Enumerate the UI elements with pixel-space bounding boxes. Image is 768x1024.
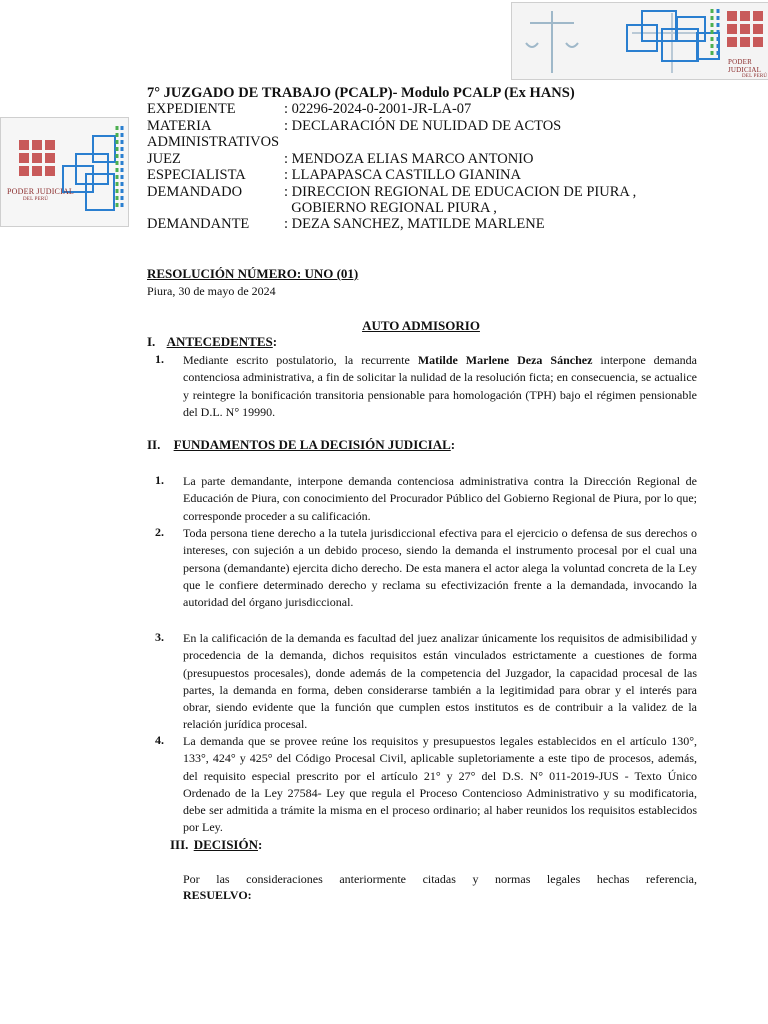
field-label-especialista: ESPECIALISTA — [147, 167, 246, 183]
field-value-materia: : DECLARACIÓN DE NULIDAD DE ACTOS — [284, 118, 562, 134]
resolution-date: Piura, 30 de mayo de 2024 — [147, 284, 276, 298]
fundamento-number: 3. — [155, 630, 164, 644]
resolution-title: RESOLUCIÓN NÚMERO: UNO (01) — [147, 266, 359, 281]
field-label-administrativos: ADMINISTRATIVOS — [147, 134, 280, 150]
field-value-demandado: : DIRECCION REGIONAL DE EDUCACION DE PIURA , — [284, 184, 637, 200]
logo-top-name: PODER JUDICIAL — [728, 58, 762, 74]
section-title: FUNDAMENTOS DE LA DECISIÓN JUDICIAL — [173, 437, 451, 452]
auto-admisorio-title: AUTO ADMISORIO — [362, 318, 480, 333]
fundamento-number: 1. — [155, 473, 164, 487]
field-label-demandante: DEMANDANTE — [147, 216, 250, 232]
section-antecedentes — [147, 334, 277, 350]
plaintiff-name: Matilde Marlene Deza Sánchez — [417, 353, 593, 367]
poder-judicial-logo-top — [511, 2, 768, 80]
section-number: II. — [147, 437, 161, 452]
fundamento-paragraph: Toda persona tiene derecho a la tutela jurisdiccional efectiva para el ejercicio o defensa de sus derechos o intereses, con sujeción a un debido proceso, siendo la demanda el instrumento procesal por el cual una persona (demandante) ejercita dicho derecho. De esta manera el actor alega la voluntad concreta de la Ley que le confiere determinado derecho y reclama su efectivización frente a la demandada, invocando la autoridad del órgano jurisdiccional. — [183, 526, 697, 610]
field-value-expediente: : 02296-2024-0-2001-JR-LA-07 — [284, 101, 472, 117]
logo-left-name: PODER JUDICIAL — [7, 187, 75, 196]
field-label-demandado: DEMANDADO — [147, 184, 243, 200]
field-label-materia: MATERIA — [147, 118, 212, 134]
field-label-juez: JUEZ — [147, 151, 181, 167]
fundamento-paragraph: La parte demandante, interpone demanda contenciosa administrativa contra la Dirección Regional de Educación de Piura, con conocimiento del Procurador Público del Gobierno Regional de Piura, por lo que; corresponde proceder a su calificación. — [183, 474, 697, 523]
field-value-demandado-2: GOBIERNO REGIONAL PIURA , — [284, 200, 497, 216]
poder-judicial-logo-left — [0, 117, 129, 227]
resuelvo-label: RESUELVO: — [183, 888, 252, 902]
section-suffix: : — [257, 837, 263, 852]
fundamento-paragraph: La demanda que se provee reúne los requisitos y presupuestos legales establecidos en el artículo 130°, 133°, 424° y 425° del Código Procesal Civil, aplicable supletoriamente a este tipo de procesos, además, del requisito especial prescrito por el artículo 21° y 27° del D.S. N° 011-2019-JUS - Texto Único Ordenado de la Ley 27584- Ley que regula el Proceso Contencioso Administrativo y su modificatoria, debe ser admitida a trámite la misma en el proceso ordinario; al haber reunidos los requisitos establecidos por Ley. — [183, 734, 697, 835]
section-decision — [170, 837, 262, 853]
fundamento-number: 4. — [155, 733, 164, 747]
fundamento-number: 2. — [155, 525, 164, 539]
court-title: 7° JUZGADO DE TRABAJO (PCALP)- Modulo PCALP (Ex HANS) — [147, 85, 575, 101]
court-emblem-icon — [1, 118, 128, 226]
decision-paragraph: Por las consideraciones anteriormente citadas y normas legales hechas referencia, — [183, 872, 697, 886]
field-value-demandante: : DEZA SANCHEZ, MATILDE MARLENE — [284, 216, 545, 232]
antecedente-text-pre: Mediante escrito postulatorio, la recurrente — [183, 353, 418, 367]
section-suffix: : — [272, 334, 278, 349]
section-fundamentos — [147, 437, 455, 453]
section-number: I. — [147, 334, 156, 349]
section-title: ANTECEDENTES — [166, 334, 273, 349]
field-value-juez: : MENDOZA ELIAS MARCO ANTONIO — [284, 151, 534, 167]
section-title: DECISIÓN — [193, 837, 258, 852]
section-suffix: : — [450, 437, 456, 452]
section-number: III. — [170, 837, 189, 852]
antecedente-number: 1. — [155, 352, 164, 366]
antecedente-text-post: interpone demanda contenciosa administrativa, a fin de solicitar la nulidad de la resolución ficta; en consecuencia, se actualice y reintegre la bonificación transitoria pensionable para homologación (TPH) bajo el régimen pensionable del D.L. N° 19990. — [183, 353, 697, 419]
fundamento-paragraph: En la calificación de la demanda es facultad del juez analizar únicamente los requisitos de admisibilidad y procedencia de la demanda, dichos requisitos están vinculados estrictamente a cuestiones de forma (presupuestos procesales), donde además de la competencia del Juzgador, la capacidad procesal de las partes, la demanda en forma, deben considerarse también a la legitimidad para obrar y el interés para obrar, siendo evidente que la función que cumplen estos institutos es de contribuir a la validez de la relación jurídica procesal. — [183, 631, 697, 732]
antecedente-paragraph — [183, 352, 697, 421]
logo-left-sub: DEL PERÚ — [23, 196, 49, 202]
field-label-expediente: EXPEDIENTE — [147, 101, 236, 117]
logo-top-sub: DEL PERÚ — [742, 74, 768, 80]
field-value-especialista: : LLAPAPASCA CASTILLO GIANINA — [284, 167, 521, 183]
